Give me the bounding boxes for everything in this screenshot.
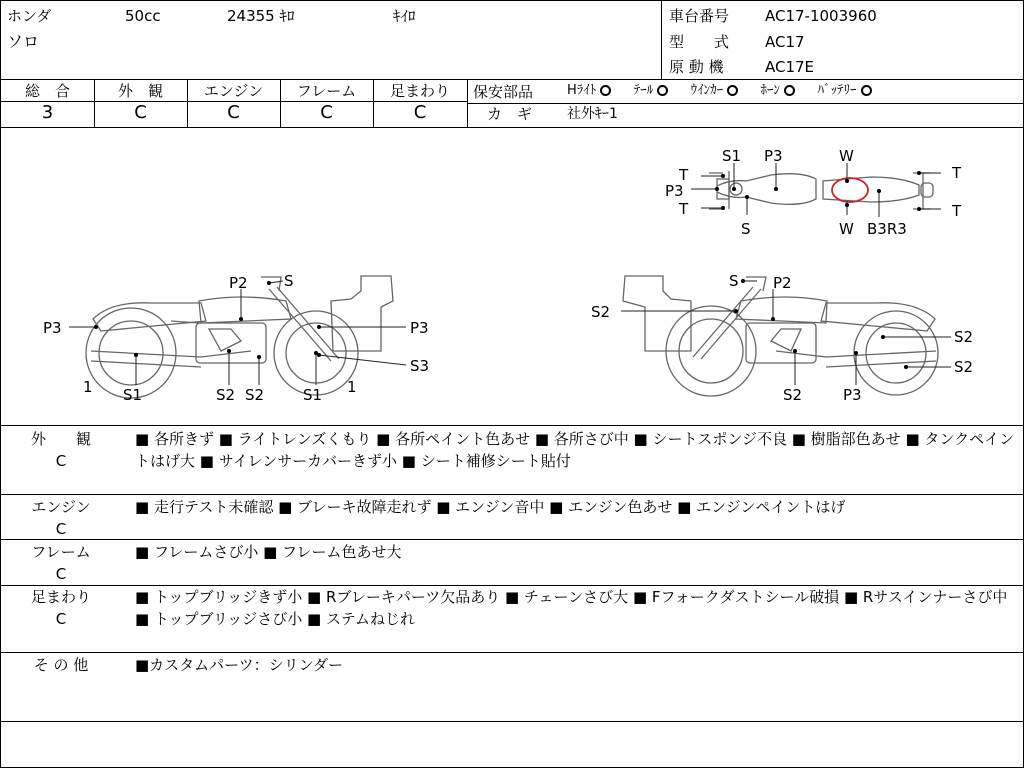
diagram-label: T: [679, 166, 689, 184]
color: ｷｲﾛ: [393, 7, 416, 25]
ok-circle-icon: [657, 85, 668, 96]
diagram-label: S1: [123, 386, 143, 404]
diagram-label: S1: [722, 147, 742, 165]
section-text-suspension: ■ トップブリッジきず小 ■ Rブレーキパーツ欠品あり ■ チェーンさび大 ■ Fフォークダストシール破損 ■ Rサスインナーさび中 ■ トップブリッジさび小 ■ ステムねじれ: [135, 588, 1008, 628]
damage-diagram: [1, 128, 1023, 425]
grade-label-total: 総 合: [24, 82, 70, 100]
grade-value-suspension: C: [413, 102, 427, 123]
safety-item-headlight: Hﾗｲﾄ: [567, 83, 597, 98]
section-label-engine: エンジン: [31, 498, 91, 516]
diagram-label: S: [741, 220, 751, 238]
safety-item-horn: ﾎｰﾝ: [760, 83, 781, 98]
frame-no: AC17-1003960: [765, 7, 877, 25]
grade-label-engine: エンジン: [203, 82, 264, 100]
section-divider: [1, 721, 1023, 722]
diagram-label: S2: [954, 328, 974, 346]
diagram-label: P2: [773, 274, 792, 292]
safety-item-winker: ｳｲﾝｶｰ: [690, 83, 724, 98]
diagram-label: T: [679, 200, 689, 218]
diagram-label: T: [952, 164, 962, 182]
diagram-label: W: [839, 147, 854, 165]
section-label-frame: フレーム: [31, 543, 91, 561]
mileage: 24355 ｷﾛ: [227, 7, 295, 25]
safety-items: [567, 82, 872, 100]
section-divider: [1, 652, 1023, 653]
diagram-label: S: [729, 272, 739, 290]
grade-value-total: 3: [41, 102, 54, 123]
safety-label: 保安部品: [473, 83, 534, 101]
diagram-bottom-line: [1, 425, 1023, 426]
diagram-label: 1: [83, 378, 93, 396]
ok-circle-icon: [861, 85, 872, 96]
diagram-label: S3: [410, 357, 430, 375]
diagram-label: S1: [303, 386, 323, 404]
diagram-label: S2: [245, 386, 265, 404]
ok-circle-icon: [784, 85, 795, 96]
diagram-label: P3: [410, 319, 429, 337]
frame-no-label: 車台番号: [669, 7, 730, 25]
section-grade-exterior: C: [55, 452, 67, 470]
diagram-label: 1: [347, 378, 357, 396]
model-name: ソロ: [7, 32, 40, 51]
diagram-label: S2: [783, 386, 803, 404]
section-text-other: ■カスタムパーツ：シリンダー: [135, 656, 343, 674]
header-bottom-line: [1, 79, 1023, 80]
displacement: 50cc: [125, 7, 161, 25]
grade-label-frame: フレーム: [296, 82, 357, 100]
header-divider: [661, 1, 662, 79]
diagram-label: P3: [843, 386, 862, 404]
diagram-label: W: [839, 220, 854, 238]
engine-label: 原 動 機: [669, 58, 724, 76]
grade-label-suspension: 足まわり: [389, 82, 450, 100]
diagram-label: S2: [954, 358, 974, 376]
diagram-label: P2: [229, 274, 248, 292]
diagram-label: P3: [665, 182, 684, 200]
safety-item-tail: ﾃｰﾙ: [633, 83, 654, 98]
section-text-engine: ■ 走行テスト未確認 ■ ブレーキ故障走れず ■ エンジン音中 ■ エンジン色あせ ■ エンジンペイントはげ: [135, 498, 846, 516]
safety-mid-line: [467, 103, 1023, 104]
engine-value: AC17E: [765, 58, 815, 76]
key-value: 社外ｷｰ1: [567, 106, 618, 122]
ok-circle-icon: [600, 85, 611, 96]
grade-label-exterior: 外 観: [117, 82, 163, 100]
key-label: カ ギ: [487, 105, 533, 123]
section-text-frame: ■ フレームさび小 ■ フレーム色あせ大: [135, 543, 402, 561]
section-divider: [1, 494, 1023, 495]
diagram-label: S2: [216, 386, 236, 404]
ok-circle-icon: [727, 85, 738, 96]
right-view-motorcycle: [623, 276, 938, 396]
maker-name: ホンダ: [7, 7, 52, 25]
diagram-label: S: [284, 272, 294, 290]
diagram-label: P3: [764, 147, 783, 165]
grade-value-engine: C: [227, 102, 240, 123]
section-label-other: そ の 他: [33, 656, 89, 674]
type-label: 型 式: [669, 33, 730, 51]
diagram-label: P3: [43, 319, 62, 337]
type-value: AC17: [765, 33, 805, 51]
grade-value-frame: C: [320, 102, 333, 123]
grade-value-exterior: C: [134, 102, 147, 123]
section-grade-frame: C: [55, 565, 67, 583]
section-label-exterior: 外 観: [30, 430, 91, 448]
section-divider: [1, 539, 1023, 540]
diagram-label: B3R3: [867, 220, 907, 238]
section-text-exterior: ■ 各所きず ■ ライトレンズくもり ■ 各所ペイント色あせ ■ 各所さび中 ■ シートスポンジ不良 ■ 樹脂部色あせ ■ タンクペイントはげ大 ■ サイレンサーカバーきず小 ■ シート補修シート貼付: [135, 430, 1015, 470]
diagram-label: S2: [591, 303, 611, 321]
safety-item-battery: ﾊﾞｯﾃﾘｰ: [817, 83, 857, 98]
section-label-suspension: 足まわり: [30, 588, 91, 606]
section-grade-engine: C: [55, 520, 67, 538]
diagram-label: T: [952, 202, 962, 220]
section-grade-suspension: C: [55, 610, 67, 628]
top-view-motorcycle: [709, 171, 933, 209]
